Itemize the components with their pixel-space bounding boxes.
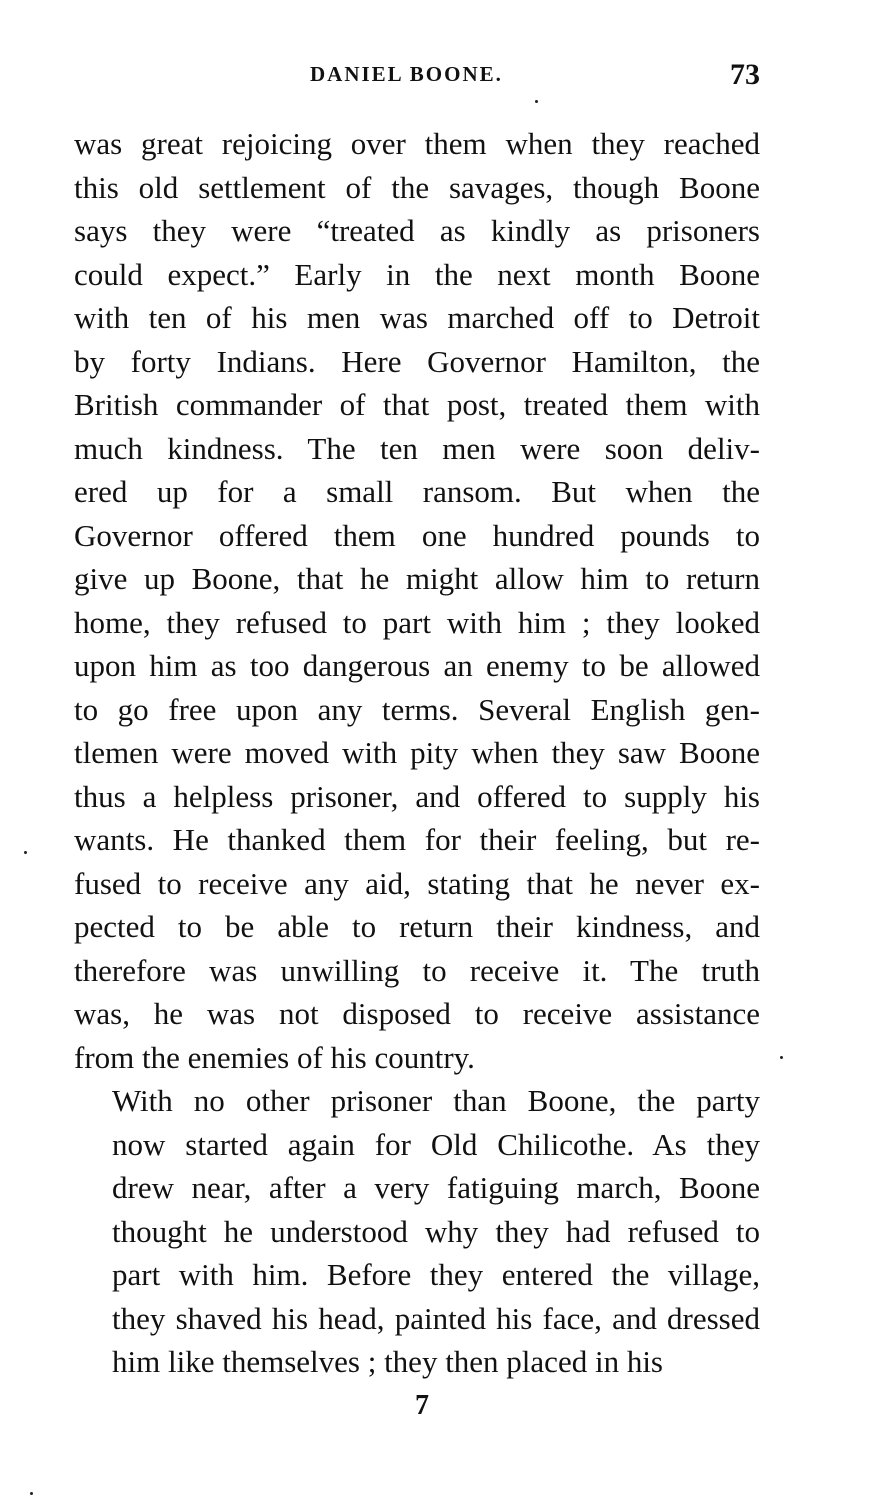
page-number: 73: [730, 58, 760, 91]
text-line: much kindness. The ten men were soon deliv-: [74, 430, 760, 466]
signature-mark: 7: [415, 1390, 429, 1421]
text-line: now started again for Old Chilicothe. As they: [112, 1126, 760, 1162]
text-line: was great rejoicing over them when they reached: [74, 126, 760, 161]
ink-speck: [30, 1492, 33, 1495]
text-line: says they were “treated as kindly as prisoners: [74, 213, 760, 248]
text-line: British commander of that post, treated them with: [74, 387, 760, 422]
text-line: With no other prisoner than Boone, the party: [112, 1083, 760, 1118]
text-line: give up Boone, that he might allow him to return: [74, 561, 760, 596]
running-head: [74, 58, 760, 98]
body-text: [74, 122, 760, 1384]
text-line: drew near, after a very fatiguing march, Boone: [112, 1170, 760, 1205]
text-line: to go free upon any terms. Several English gen-: [74, 691, 760, 727]
text-line: wants. He thanked them for their feeling, but re-: [74, 822, 760, 857]
text-line: upon him as too dangerous an enemy to be allowed: [74, 648, 760, 683]
text-line: with ten of his men was marched off to Detroit: [74, 300, 760, 335]
text-line: from the enemies of his country.: [74, 1039, 475, 1075]
text-line: could expect.” Early in the next month Boone: [74, 256, 760, 292]
text-line: pected to be able to return their kindness, and: [74, 909, 760, 944]
text-line: ered up for a small ransom. But when the: [74, 474, 760, 509]
ink-speck: [780, 1056, 783, 1059]
text-line: thus a helpless prisoner, and offered to supply his: [74, 778, 760, 814]
text-line: home, they refused to part with him ; they looked: [74, 604, 760, 640]
text-line: this old settlement of the savages, though Boone: [74, 169, 760, 205]
text-line: Governor offered them one hundred pounds to: [74, 517, 760, 553]
text-line: part with him. Before they entered the village,: [112, 1257, 760, 1292]
paragraph-2: [74, 1079, 760, 1384]
text-line: fused to receive any aid, stating that he never ex-: [74, 865, 760, 901]
text-line: therefore was unwilling to receive it. The truth: [74, 952, 760, 988]
paragraph-1: [74, 122, 760, 1079]
running-title: DANIEL BOONE.: [310, 62, 503, 86]
text-line: tlemen were moved with pity when they saw Boone: [74, 735, 760, 770]
text-line: was, he was not disposed to receive assistance: [74, 996, 760, 1031]
text-line: thought he understood why they had refused to: [112, 1213, 760, 1249]
text-line: him like themselves ; they then placed in his: [112, 1344, 663, 1379]
ink-speck: [535, 100, 538, 103]
text-line: by forty Indians. Here Governor Hamilton, the: [74, 343, 760, 379]
text-line: they shaved his head, painted his face, and dressed: [112, 1300, 760, 1336]
ink-speck: [24, 851, 27, 854]
